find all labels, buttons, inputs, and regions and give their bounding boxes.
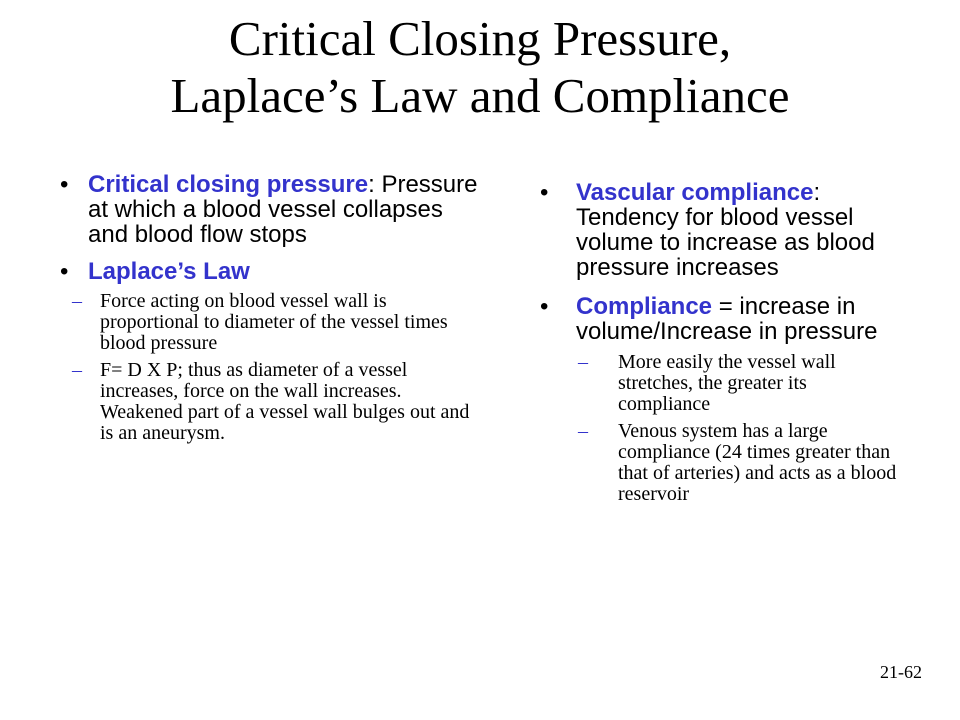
title-line-1: Critical Closing Pressure, bbox=[228, 11, 732, 66]
dash-icon: – bbox=[578, 420, 588, 442]
term-vascular-compliance: Vascular compliance bbox=[576, 179, 814, 206]
sub-bullet-text: More easily the vessel wall stretches, the greater its compliance bbox=[618, 351, 836, 415]
sub-bullet-formula bbox=[60, 360, 480, 444]
right-column bbox=[540, 172, 900, 511]
sub-bullet-text: Force acting on blood vessel wall is proportional to diameter of the vessel times blood pressure bbox=[100, 290, 448, 354]
term-critical-closing-pressure: Critical closing pressure bbox=[88, 171, 369, 198]
bullet-icon: • bbox=[540, 179, 549, 206]
bullet-laplaces-law bbox=[60, 259, 480, 284]
sub-bullet-stretch bbox=[540, 352, 900, 415]
dash-icon: – bbox=[72, 290, 82, 312]
bullet-critical-closing-pressure bbox=[60, 172, 480, 247]
term-laplaces-law: Laplace’s Law bbox=[88, 258, 250, 285]
dash-icon: – bbox=[578, 351, 588, 373]
slide-number: 21-62 bbox=[880, 662, 922, 682]
sub-bullet-force bbox=[60, 291, 480, 354]
definition-vascular-compliance: : Tendency for blood vessel volume to increase as blood pressure increases bbox=[576, 179, 875, 281]
dash-icon: – bbox=[72, 359, 82, 381]
bullet-vascular-compliance bbox=[540, 180, 900, 280]
left-column bbox=[60, 172, 480, 450]
slide-title bbox=[0, 10, 960, 124]
definition-critical-closing-pressure: : Pressure at which a blood vessel collapses and blood flow stops bbox=[88, 171, 478, 248]
sub-bullet-text: F= D X P; thus as diameter of a vessel increases, force on the wall increases. Weakened part of a vessel wall bulges out and is an aneurysm. bbox=[100, 359, 470, 444]
bullet-compliance bbox=[540, 294, 900, 344]
title-line-2: Laplace’s Law and Compliance bbox=[170, 68, 790, 123]
sub-bullet-text: Venous system has a large compliance (24 times greater than that of arteries) and acts as a blood reservoir bbox=[618, 420, 897, 505]
term-compliance: Compliance bbox=[576, 293, 713, 320]
bullet-icon: • bbox=[60, 258, 69, 285]
sub-bullet-venous bbox=[540, 421, 900, 505]
definition-compliance: = increase in volume/Increase in pressure bbox=[576, 293, 878, 345]
bullet-icon: • bbox=[60, 171, 69, 198]
bullet-icon: • bbox=[540, 293, 549, 320]
